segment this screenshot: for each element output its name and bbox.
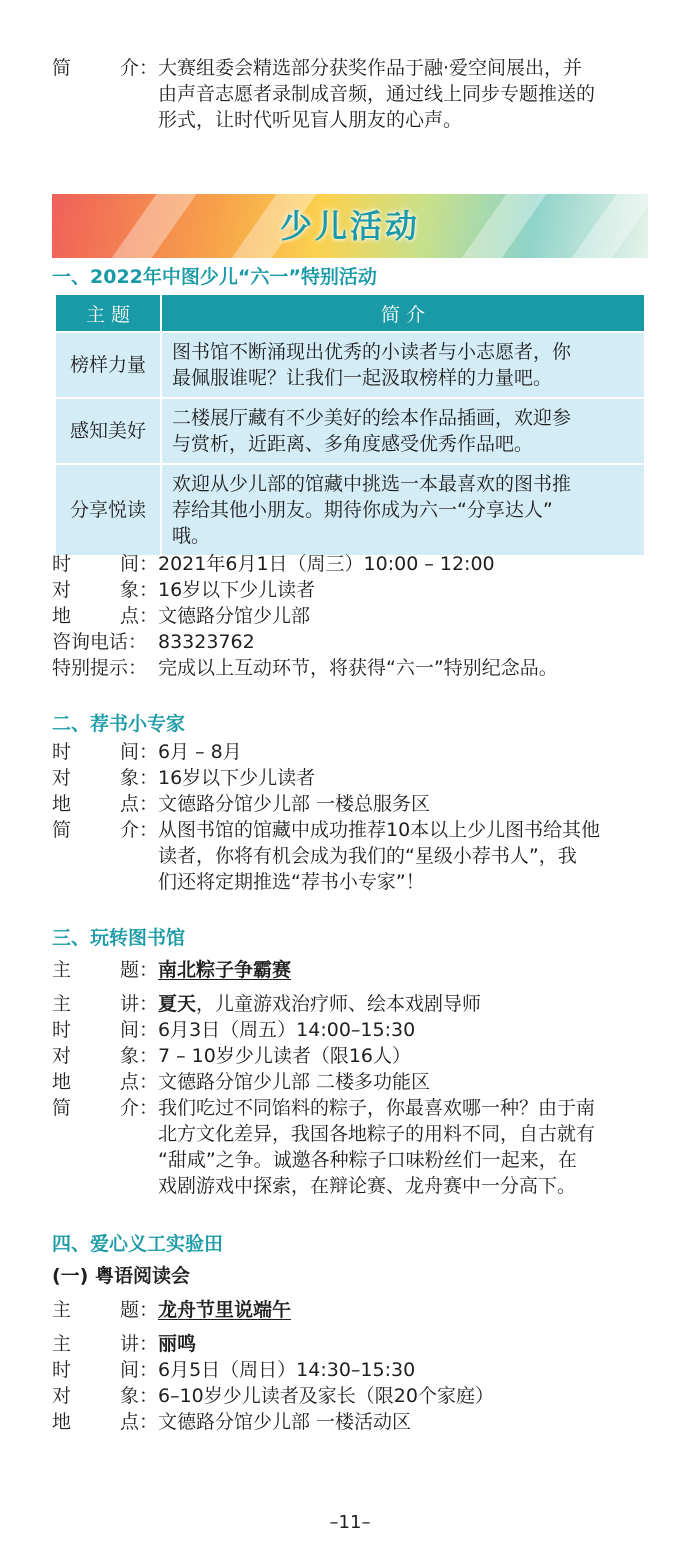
sec3-target-row: 对 象： 7 – 10岁少儿读者（限16人） [52,1043,652,1069]
sec4-target-row: 对 象： 6–10岁少儿读者及家长（限20个家庭） [52,1383,652,1409]
sec2-intro-row: 简 介： 从图书馆的馆藏中成功推荐10本以上少儿图书给其他 读者，你将有机会成为我们的“星级小荐书人”，我 们还将定期推选“荐书小专家”！ [52,817,652,895]
sec4-speaker: 丽鸣 [158,1333,197,1355]
sec4-time-row: 时 间： 6月5日（周日）14:30–15:30 [52,1357,652,1383]
table-row [55,398,645,464]
sec2-time-row: 时 间： 6月 – 8月 [52,739,652,765]
table-row [55,464,645,556]
sec3-time-row: 时 间： 6月3日（周五）14:00–15:30 [52,1017,652,1043]
table-cell-desc: 欢迎从少儿部的馆藏中挑选一本最喜欢的图书推 荐给其他小朋友。期待你成为六一“分享达人” 哦。 [161,464,645,556]
sec3-speaker: 夏天，儿童游戏治疗师、绘本戏剧导师 [158,993,482,1015]
section-2-title: 二、荐书小专家 [52,713,186,735]
sec3-place-row: 地 点： 文德路分馆少儿部 二楼多功能区 [52,1069,652,1095]
sec3-topic-row: 主 题： 南北粽子争霸赛 [52,957,652,983]
sec1-tip-row: 特别提示： 完成以上互动环节，将获得“六一”特别纪念品。 [52,655,652,681]
intro-text: 大赛组委会精选部分获奖作品于融·爱空间展出，并 由声音志愿者录制成音频，通过线上同步专题推送的 形式，让时代听见盲人朋友的心声。 [158,57,596,131]
sec2-intro: 从图书馆的馆藏中成功推荐10本以上少儿图书给其他 读者，你将有机会成为我们的“星级小荐书人”，我 们还将定期推选“荐书小专家”！ [158,819,601,893]
sec2-place: 文德路分馆少儿部 一楼总服务区 [158,793,431,815]
banner-title: 少儿活动 [279,207,420,245]
sec1-time-row: 时 间： 2021年6月1日（周三）10:00 – 12:00 [52,551,652,577]
section-banner [52,194,648,258]
sec3-intro: 我们吃过不同馅料的粽子，你最喜欢哪一种？由于南 北方文化差异，我国各地粽子的用料不同，自古就有 “甜咸”之争。诚邀各种粽子口味粉丝们一起来，在 戏剧游戏中探索，在辩论赛、龙舟赛中一分高下。 [158,1097,596,1197]
sec1-phone-row: 咨询电话： 83323762 [52,629,652,655]
sec4-time: 6月5日（周日）14:30–15:30 [158,1359,416,1381]
sec4-speaker-row: 主 讲： 丽鸣 [52,1331,652,1357]
sec4-topic-row: 主 题： 龙舟节里说端午 [52,1297,652,1323]
sec4-place: 文德路分馆少儿部 一楼活动区 [158,1411,412,1433]
activity-table [54,293,646,557]
table-header-row [55,294,645,332]
sec2-target: 16岁以下少儿读者 [158,767,316,789]
table-cell-topic: 分享悦读 [55,464,161,556]
section-4-subtitle: (一) 粤语阅读会 [52,1265,190,1287]
sec1-tip: 完成以上互动环节，将获得“六一”特别纪念品。 [158,657,558,679]
intro-row [52,55,652,133]
sec3-intro-row: 简 介： 我们吃过不同馅料的粽子，你最喜欢哪一种？由于南 北方文化差异，我国各地粽子的用料不同，自古就有 “甜咸”之争。诚邀各种粽子口味粉丝们一起来，在 戏剧游戏中探索，在辩论赛、龙舟赛中一分高下。 [52,1095,652,1199]
sec2-target-row: 对 象： 16岁以下少儿读者 [52,765,652,791]
intro-label: 简 介： [52,57,158,79]
table-header-topic: 主 题 [55,294,161,332]
table-header-intro: 简 介 [161,294,645,332]
page-number: –11– [329,1512,371,1533]
table-cell-topic: 感知美好 [55,398,161,464]
sec4-topic: 龙舟节里说端午 [158,1299,292,1321]
table-row [55,332,645,398]
table-cell-desc: 二楼展厅藏有不少美好的绘本作品插画，欢迎参 与赏析，近距离、多角度感受优秀作品吧。 [161,398,645,464]
sec4-target: 6–10岁少儿读者及家长（限20个家庭） [158,1385,494,1407]
sec1-place-row: 地 点： 文德路分馆少儿部 [52,603,652,629]
sec1-place: 文德路分馆少儿部 [158,605,311,627]
section-1-title: 一、2022年中图少儿“六一”特别活动 [52,266,377,288]
section-4-title: 四、爱心义工实验田 [52,1233,224,1255]
sec1-time: 2021年6月1日（周三）10:00 – 12:00 [158,553,495,575]
sec2-time: 6月 – 8月 [158,741,242,763]
sec3-speaker-row: 主 讲： 夏天，儿童游戏治疗师、绘本戏剧导师 [52,991,652,1017]
sec2-place-row: 地 点： 文德路分馆少儿部 一楼总服务区 [52,791,652,817]
section-3-title: 三、玩转图书馆 [52,927,186,949]
sec3-target: 7 – 10岁少儿读者（限16人） [158,1045,412,1067]
table-cell-desc: 图书馆不断涌现出优秀的小读者与小志愿者，你 最佩服谁呢？让我们一起汲取榜样的力量吧。 [161,332,645,398]
sec3-topic: 南北粽子争霸赛 [158,959,292,981]
sec3-time: 6月3日（周五）14:00–15:30 [158,1019,416,1041]
sec1-target-row: 对 象： 16岁以下少儿读者 [52,577,652,603]
sec3-place: 文德路分馆少儿部 二楼多功能区 [158,1071,431,1093]
sec4-place-row: 地 点： 文德路分馆少儿部 一楼活动区 [52,1409,652,1435]
sec1-phone: 83323762 [158,631,255,653]
table-cell-topic: 榜样力量 [55,332,161,398]
sec1-target: 16岁以下少儿读者 [158,579,316,601]
